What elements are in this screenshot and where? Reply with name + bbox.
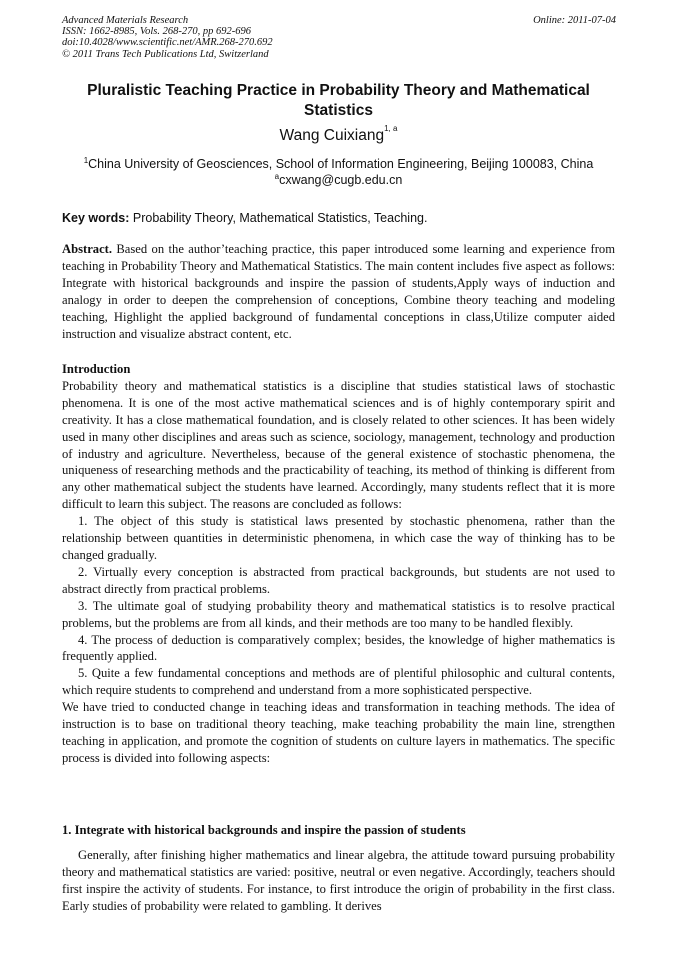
keywords [62, 211, 615, 225]
paper-title: Pluralistic Teaching Practice in Probability Theory and Mathematical Statistics [87, 82, 590, 119]
affiliation-text: China University of Geosciences, School of Information Engineering, Beijing 100083, China [88, 157, 594, 171]
online-date: Online: 2011-07-04 [533, 15, 616, 26]
abstract-label: Abstract. [62, 242, 113, 256]
intro-paragraph-2: We have tried to conducted change in teaching ideas and transformation in teaching methods. The idea of instruction is to base on traditional theory teaching, make teaching probability the main line, strengthen teaching in application, and promote the cognition of students on culture layers in mathematics. The specific process is divided into following aspects: [62, 700, 615, 765]
section-1 [62, 822, 615, 915]
reason-item: 3. The ultimate goal of studying probability theory and mathematical statistics is to resolve practical problems, but the problems are from all kinds, and their methods are too many to be handled flexibly. [62, 598, 615, 630]
author-sup: 1, a [384, 124, 398, 133]
abstract-text: Based on the author’teaching practice, this paper introduced some learning and experience from teaching in Probability Theory and Mathematical Statistics. The main content includes five aspect as follows: Integrate with historical backgrounds and inspire the passion of students,Apply ways of induction and analogy in order to deepen the comprehension of conceptions, Combine theory teaching and modeling teaching, Highlight the applied background of fundamental conceptions in class,Utilize computer aided instruction and visualize abstract content, etc. [62, 242, 615, 341]
introduction-section [62, 361, 615, 767]
section-1-heading: 1. Integrate with historical backgrounds and inspire the passion of students [62, 823, 466, 837]
issn-line: ISSN: 1662-8985, Vols. 268-270, pp 692-696 [62, 26, 251, 38]
introduction-heading: Introduction [62, 362, 131, 376]
author [62, 124, 615, 145]
doi-line: doi:10.4028/www.scientific.net/AMR.268-270.692 [62, 37, 273, 49]
email-sup: a [274, 172, 280, 181]
affiliation [62, 156, 615, 188]
abstract [62, 241, 615, 342]
running-header [62, 15, 616, 60]
affil-sup: 1 [83, 156, 89, 165]
journal-name: Advanced Materials Research [62, 15, 189, 26]
reason-item: 5. Quite a few fundamental conceptions and methods are of plentiful philosophic and cultural contents, which require students to comprehend and understand from a more sophisticated perspective. [62, 666, 615, 698]
copyright-line: © 2011 Trans Tech Publications Ltd, Switzerland [62, 48, 269, 60]
reason-item: 2. Virtually every conception is abstracted from practical backgrounds, but students are not used to abstract directly from practical problems. [62, 564, 615, 596]
keywords-text: Probability Theory, Mathematical Statistics, Teaching. [129, 211, 428, 225]
intro-paragraph: Probability theory and mathematical statistics is a discipline that studies statistical laws of stochastic phenomena. It is one of the most active mathematical sciences and is of highly contemporary spirit and creativity. It has a close mathematical foundation, and is closely related to other sciences. It has been widely used in many other disciplines and areas such as science, sociology, management, technology and production of industry and agriculture. Nevertheless, because of the general existence of stochastic phenomena, the uniqueness of researching methods and the practicability of teaching, its method of thinking is different from any other mathematical subject the students have learned. Accordingly, many students reflect that it is more difficult to learn this subject. The reasons are concluded as follows: [62, 378, 615, 512]
author-email: cxwang@cugb.edu.cn [279, 173, 403, 187]
keywords-label: Key words: [62, 211, 130, 225]
reason-item: 4. The process of deduction is comparatively complex; besides, the knowledge of higher mathematics is frequently applied. [62, 632, 615, 664]
author-name: Wang Cuixiang [279, 127, 385, 144]
reason-item: 1. The object of this study is statistical laws presented by stochastic phenomena, rather than the relationship between quantities in deterministic phenomena, in which case the way of thinking has to be changed gradually. [62, 514, 615, 562]
section-1-paragraph: Generally, after finishing higher mathematics and linear algebra, the attitude toward pursuing probability theory and mathematical statistics are varied: positive, neutral or even negative. Accordingly, teachers should first inspire the activity of students. For instance, to first introduce the origin of probability in the first class. Early studies of probability were related to gambling. It derives [62, 847, 615, 913]
